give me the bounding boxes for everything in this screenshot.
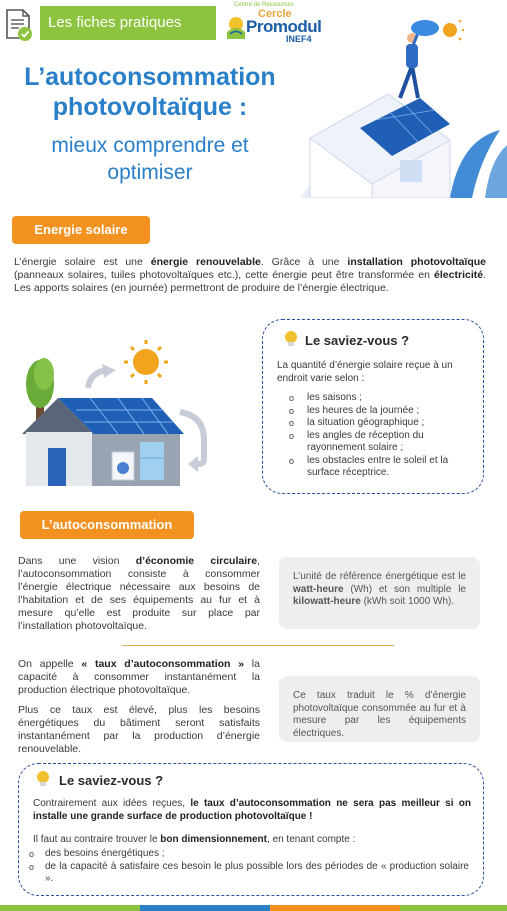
paragraph-taux: On appelle « taux d’autoconsommation » la capacité à consommer instantanément la production électrique photovoltaïque.	[18, 658, 260, 696]
list-item: o la situation géographique ;	[279, 417, 469, 430]
note-box-watt-heure: L’unité de référence énergétique est le watt-heure (Wh) et son multiple le kilowatt-heure (kWh soit 1000 Wh).	[279, 557, 480, 629]
list-item: o les obstacles entre le soleil et la surface réceptrice.	[279, 455, 469, 480]
list-item: o les angles de réception du rayonnement solaire ;	[279, 430, 469, 455]
divider	[122, 645, 394, 646]
info-box-intro: La quantité d’énergie solaire reçue à un endroit varie selon :	[277, 360, 453, 384]
paragraph-energie-solaire: L’énergie solaire est une énergie renouvelable. Grâce à une installation photovoltaïque (panneaux solaires, tuiles photovoltaïques etc.), cette énergie peut être transformée en électricité. Les apports solaires (en journée) permettront de produire de l’énergie électrique.	[14, 256, 487, 294]
paragraph-taux-eleve: Plus ce taux est élevé, plus les besoins énergétiques du bâtiment seront satisfaits instantanément par la production d’énergie renouvelable.	[18, 704, 260, 755]
logo-cercle: Cercle	[258, 8, 292, 20]
info-box-paragraph-2: Il faut au contraire trouver le bon dimensionnement, en tenant compte :	[33, 834, 356, 845]
info-box-list-2	[19, 848, 469, 886]
info-box-paragraph: Contrairement aux idées reçues, le taux d’autoconsommation ne sera pas meilleur si on installe une grande surface de production photovoltaïque !	[33, 798, 472, 822]
list-item: o de la capacité à satisfaire ces besoin le plus possible lors des périodes de « production solaire ».	[19, 861, 469, 886]
section-tag-energie-solaire: Energie solaire	[12, 216, 150, 244]
list-item: o les heures de la journée ;	[279, 405, 469, 418]
page-title-line2: photovoltaïque :	[52, 93, 248, 121]
header-tag: Les fiches pratiques	[40, 6, 216, 40]
section-tag-autoconsommation: L’autoconsommation	[20, 511, 194, 539]
footer-bar-green	[0, 905, 140, 911]
logo-arc-text: Centre de Ressources	[234, 2, 294, 8]
note-box-taux: Ce taux traduit le % d’énergie photovoltaïque consommée au fur et à mesure par les équipements électriques.	[279, 676, 480, 742]
info-box-saviez-vous-2	[18, 763, 484, 896]
lightbulb-icon	[35, 770, 51, 790]
page-subtitle-line1: mieux comprendre et	[51, 134, 249, 157]
page-title-line1: L’autoconsommation	[24, 63, 276, 91]
list-item: o des besoins énergétiques ;	[19, 848, 469, 861]
list-item: o les saisons ;	[279, 392, 469, 405]
info-box-list	[279, 392, 469, 480]
paragraph-autoconsommation: Dans une vision d’économie circulaire, l’autoconsommation consiste à consommer l’énergie électrique nécessaire aux besoins de l’habitation et de ses équipements au fur et à mesure qu’elle est produite sur place par l’installation photovoltaïque.	[18, 555, 260, 632]
page-subtitle-line2: optimiser	[107, 161, 193, 184]
info-box-saviez-vous-1	[262, 319, 484, 494]
logo-inef: INEF4	[286, 34, 312, 44]
hero-illustration	[300, 20, 507, 198]
lightbulb-icon	[283, 330, 299, 350]
house-solar-icon	[18, 336, 218, 486]
footer-bar-green-2	[400, 905, 507, 911]
document-check-icon	[4, 8, 34, 42]
footer-bar-orange	[270, 905, 400, 911]
sun-icon	[443, 20, 464, 40]
footer-bar-blue	[140, 905, 270, 911]
logo-promodul: Promodul	[246, 17, 322, 36]
info-box-title: Le saviez-vous ?	[59, 773, 164, 788]
logo-sun-icon	[224, 12, 248, 40]
info-box-title: Le saviez-vous ?	[305, 333, 410, 348]
